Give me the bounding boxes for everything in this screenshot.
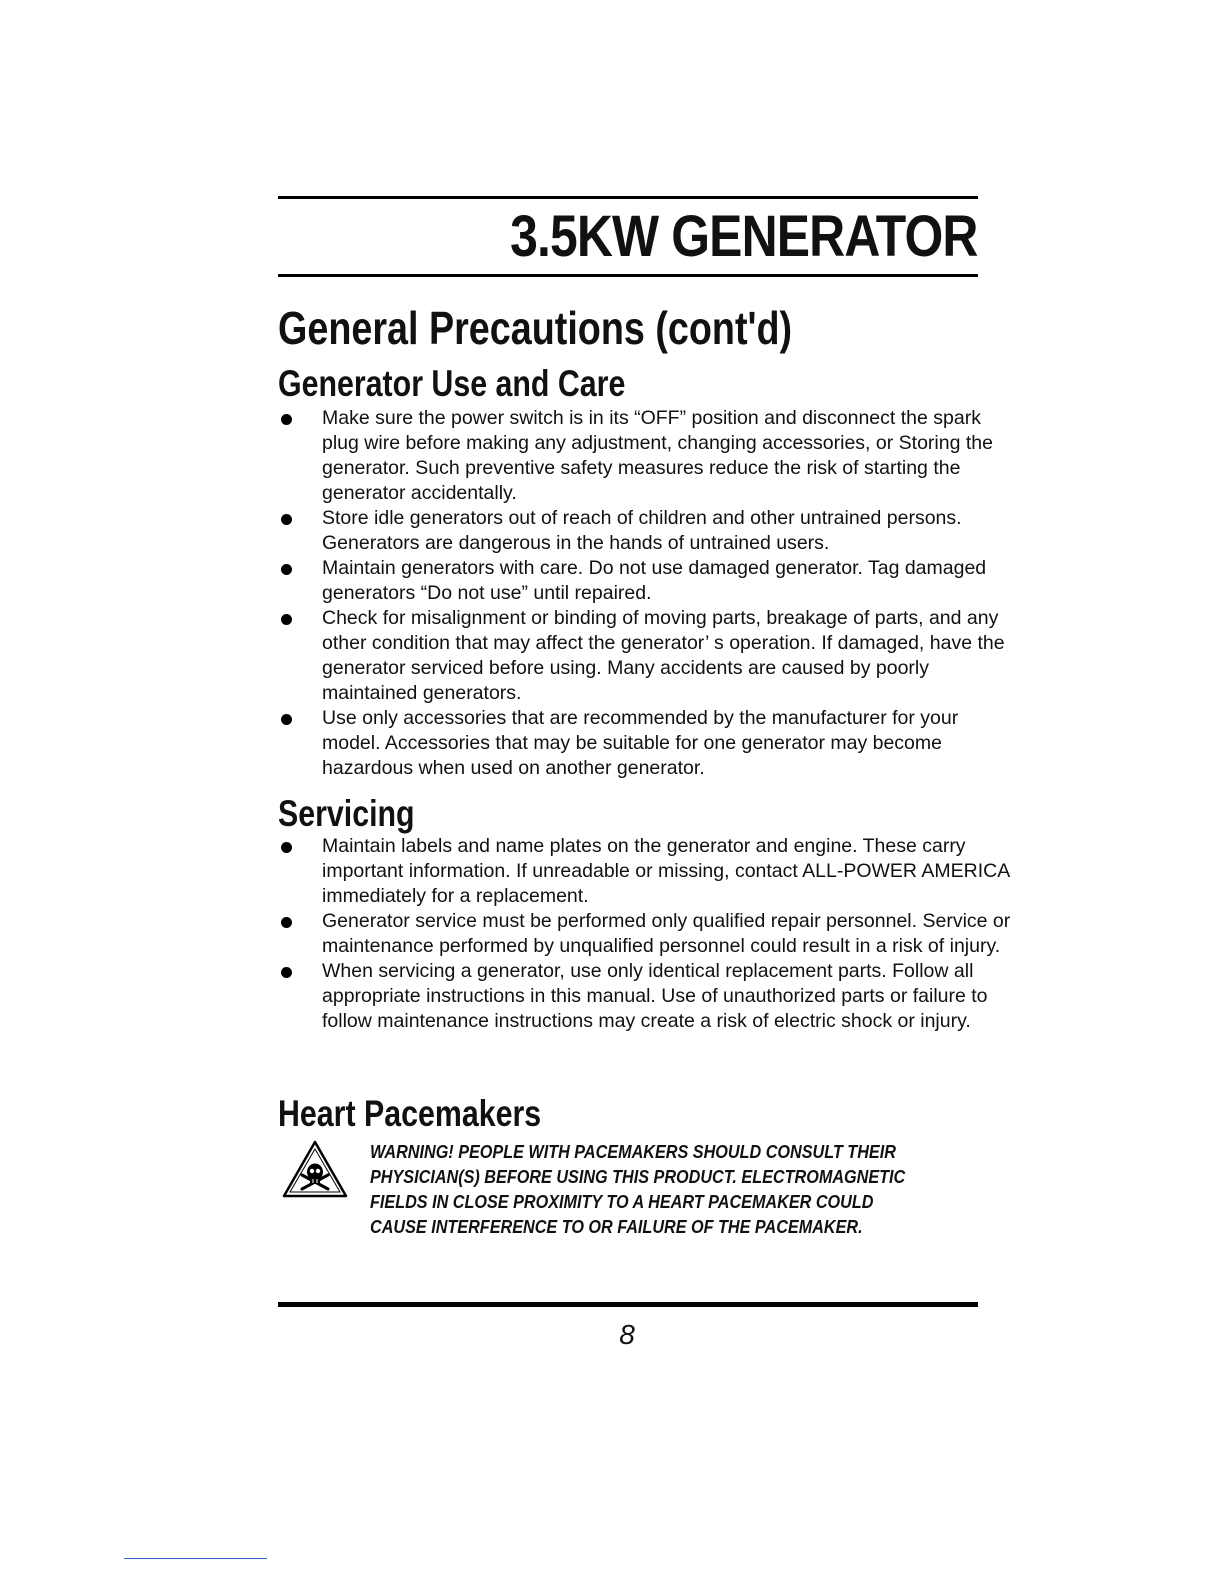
header-top-rule bbox=[278, 196, 978, 199]
section-heading-generator-use: Generator Use and Care bbox=[278, 363, 626, 404]
footer-rule bbox=[278, 1302, 978, 1307]
list-item-text: Make sure the power switch is in its “OFF” position and disconnect the spark plug wire before making any adjustment, changing accessories, or Storing the generator. Such preventive safety measures reduce the risk of starting the generator accidentally. bbox=[322, 407, 993, 504]
pacemaker-warning-text: WARNING! PEOPLE WITH PACEMAKERS SHOULD CONSULT THEIR PHYSICIAN(S) BEFORE USING THIS PRODUCT. ELECTROMAGNETIC FIELDS IN CLOSE PROXIMITY TO A HEART PACEMAKER COULD CAUSE INTERFERENCE TO OR FAILURE OF THE PACEMAKER. bbox=[370, 1142, 906, 1237]
list-item-text: When servicing a generator, use only identical replacement parts. Follow all appropriate instructions in this manual. Use of unauthorized parts or failure to follow maintenance instructions may create a risk of electric shock or injury. bbox=[322, 960, 988, 1032]
bullet-icon bbox=[281, 917, 292, 928]
list-item-text: Check for misalignment or binding of moving parts, breakage of parts, and any other condition that may affect the generator’ s operation. If damaged, have the generator serviced before using. Many accidents are caused by poorly maintained generators. bbox=[322, 607, 1005, 704]
section-heading-heart-pacemakers: Heart Pacemakers bbox=[278, 1093, 542, 1134]
list-item bbox=[278, 959, 1018, 1034]
list-item bbox=[278, 606, 1018, 706]
bullet-icon bbox=[281, 967, 292, 978]
list-item-text: Maintain generators with care. Do not use damaged generator. Tag damaged generators “Do not use” until repaired. bbox=[322, 557, 987, 604]
bullet-icon bbox=[281, 714, 292, 725]
bullet-icon bbox=[281, 842, 292, 853]
bullet-icon bbox=[281, 414, 292, 425]
list-item-text: Generator service must be performed only qualified repair personnel. Service or maintenance performed by unqualified personnel could result in a risk of injury. bbox=[322, 910, 1011, 957]
section-heading-servicing: Servicing bbox=[278, 793, 415, 834]
list-item-text: Maintain labels and name plates on the generator and engine. These carry important information. If unreadable or missing, contact ALL-POWER AMERICA immediately for a replacement. bbox=[322, 835, 1010, 907]
footer-link-underline bbox=[124, 1558, 267, 1559]
bullet-icon bbox=[281, 514, 292, 525]
list-item bbox=[278, 706, 1018, 781]
servicing-list bbox=[278, 834, 1018, 1034]
list-item-text: Use only accessories that are recommended by the manufacturer for your model. Accessories that may be suitable for one generator may become hazardous when used on another generator. bbox=[322, 707, 959, 779]
bullet-icon bbox=[281, 564, 292, 575]
bullet-icon bbox=[281, 614, 292, 625]
header-bottom-rule bbox=[278, 274, 978, 277]
list-item bbox=[278, 406, 1018, 506]
list-item bbox=[278, 834, 1018, 909]
generator-use-list bbox=[278, 406, 1018, 781]
document-title: 3.5KW GENERATOR bbox=[510, 204, 978, 269]
list-item-text: Store idle generators out of reach of children and other untrained persons. Generators are dangerous in the hands of untrained users. bbox=[322, 507, 962, 554]
page-number: 8 bbox=[619, 1319, 635, 1350]
list-item bbox=[278, 556, 1018, 606]
skull-crossbones-warning-triangle-icon bbox=[282, 1140, 348, 1198]
list-item bbox=[278, 506, 1018, 556]
page-heading: General Precautions (cont'd) bbox=[278, 302, 793, 354]
list-item bbox=[278, 909, 1018, 959]
